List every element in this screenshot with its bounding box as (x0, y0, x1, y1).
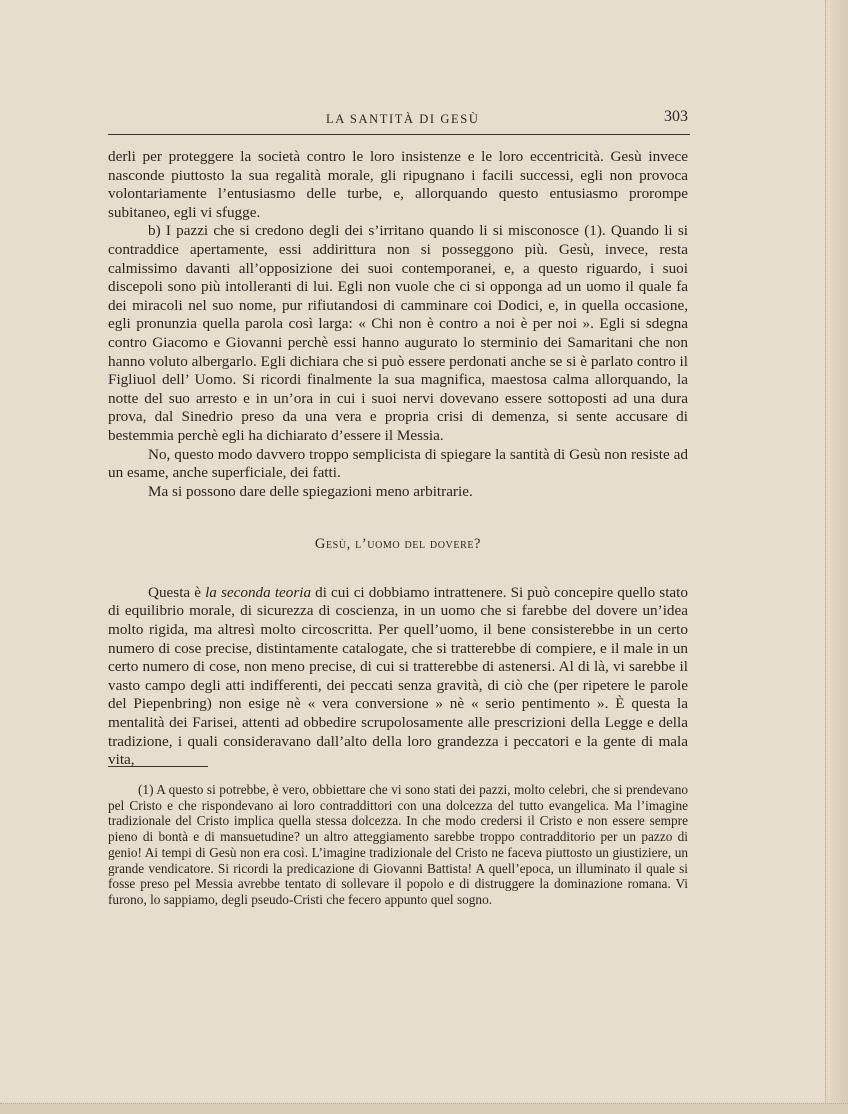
paragraph-4: Ma si possono dare delle spiegazioni meno arbitrarie. (148, 482, 473, 500)
paragraph-2: b) I pazzi che si credono degli dei s’irritano quando li si misconosce (1). Quando li si contraddice apertamente, essi addirittura non si posseggono più. Gesù, invece, resta calmissimo davanti all’opposizione dei suoi contemporanei, e, a questo riguardo, i suoi discepoli sono più intolleranti di lui. Egli non vuole che ci si opponga ad un uomo il quale fa dei miracoli nel suo nome, pur rifiutandosi di camminare coi Dodici, e, in quella occasione, egli pronunzia quella parola così larga: « Chi non è contro a noi è per noi ». Egli si sdegna contro Giacomo e Giovanni perchè essi hanno augurato lo sterminio dei Samaritani che non hanno voluto albergarlo. Egli dichiara che si può essere perdonati anche se si è parlato contro il Figliuol dell’ Uomo. Si ricordi finalmente la sua magnifica, maestosa calma allorquando, la notte del suo arresto e in un’ora in cui i suoi nervi dovevano essere sottoposti ad una dura prova, dal Sinedrio preso da una vera e propria crisi di demenza, si sente accusare di bestemmia perchè egli ha dichiarato d’essere il Messia. (108, 222, 688, 444)
page-bottom-edge (0, 1103, 848, 1114)
paragraph-5-start: Questa è (148, 583, 206, 601)
main-text (108, 148, 688, 770)
page-header (108, 108, 690, 138)
page-edge (825, 0, 848, 1114)
footnote: (1) A questo si potrebbe, è vero, obbiettare che vi sono stati dei pazzi, molto celebri, che si prendevano pel Cristo e che rispondevano ai loro contraddittori con una dolcezza del tutto evangelica. Ma l’imagine tradizionale del Cristo implica quella stessa dolcezza. In che modo credersi il Cristo e non essere sempre pieno di bontà e di mansuetudine? un altro atteggiamento sarebbe troppo contradditorio per un pazzo di genio! Ai tempi di Gesù non era così. L’imagine tradizionale del Cristo ne faceva piuttosto un giustiziere, un grande vendicatore. Si ricordi la predicazione di Giovanni Battista! A quell’epoca, un illuminato il quale si fosse preso pel Messia avrebbe tentato di sollevare il popolo e di distruggere la dominazione romana. Vi furono, lo sappiamo, degli pseudo-Cristi che fecero appunto quel sogno. (108, 782, 688, 907)
paragraph-1: derli per proteggere la società contro le loro insistenze e le loro eccentricità. Gesù invece nasconde piuttosto la sua regalità morale, gli ripugnano i facili successi, egli non provoca volontariamente l’entusiasmo delle turbe, e, allorquando questo entusiasmo prorompe subitaneo, egli vi sfugge. (108, 148, 688, 221)
page-number: 303 (664, 108, 688, 125)
header-rule (108, 134, 690, 135)
paragraph-5 (108, 584, 688, 770)
paragraph-5-emphasis: la seconda teoria (205, 583, 312, 601)
section-heading: Gesù, l’uomo del dovere? (314, 536, 482, 553)
paragraph-5-rest: di cui ci dobbiamo intrattenere. Si può concepire quello stato di equilibrio morale, di sicurezza di coscienza, in un uomo che si farebbe del dovere un’idea molto rigida, ma altresì molto circoscritta. Per quell’uomo, il bene consisterebbe in un certo numero di cose precise, distintamente catalogate, che si tratterebbe di compiere, e il male in un certo numero di cose, non meno precise, di cui si tratterebbe di astenersi. Al di là, vi sarebbe il vasto campo degli atti indifferenti, dei peccati senza gravità, di ciò che (per ripetere le parole del Piepenbring) non esige nè « vera conversione » nè « serio pentimento ». È questa la mentalità dei Farisei, attenti ad obbedire scrupolosamente alle prescrizioni della Legge e della tradizione, i quali consideravano dall’alto della loro grandezza i peccatori e la gente di mala vita, (108, 583, 688, 769)
running-title: LA SANTITÀ DI GESÙ (326, 112, 480, 126)
paragraph-3: No, questo modo davvero troppo semplicista di spiegare la santità di Gesù non resiste ad un esame, anche superficiale, dei fatti. (108, 445, 688, 482)
footnote-rule (108, 766, 208, 767)
